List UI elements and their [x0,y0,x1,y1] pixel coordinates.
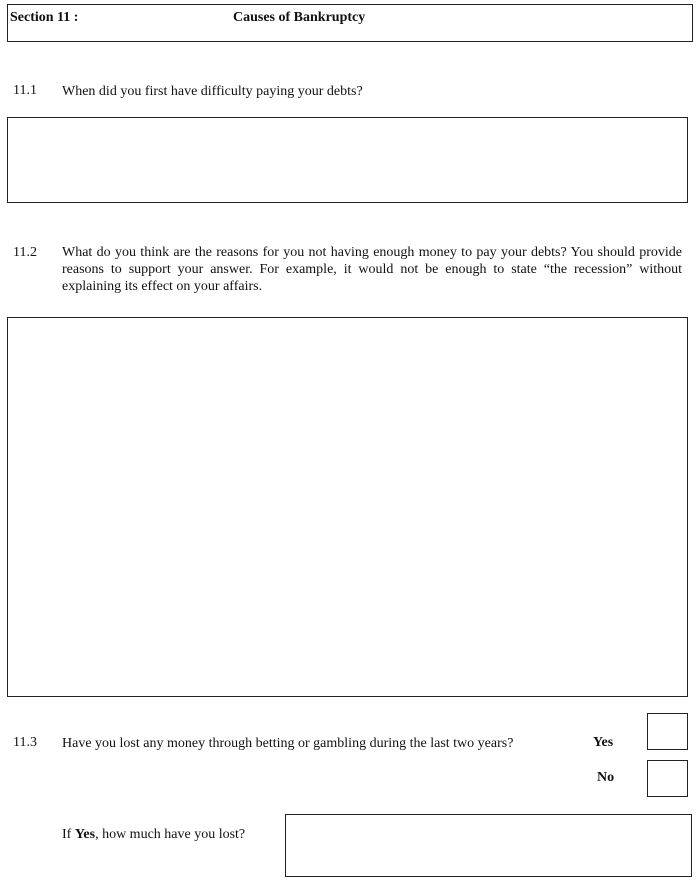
option-no-label: No [597,770,615,785]
answer-box-11-1[interactable] [7,117,688,203]
followup-prefix: If [62,827,75,842]
yes-checkbox[interactable] [647,713,688,750]
followup-suffix: , how much have you lost? [95,827,246,842]
amount-lost-box[interactable] [285,814,692,877]
question-number-11-3: 11.3 [13,735,37,750]
question-text-11-2: What do you think are the reasons for you not having enough money to pay your debts? You should provide reasons to support your answer. For example, it would not be enough to state “the recession” without explaining its effect on your affairs. [62,245,682,294]
section-title: Causes of Bankruptcy [233,10,366,25]
followup-bold: Yes [74,827,96,842]
question-text-11-3: Have you lost any money through betting or gambling during the last two years? [62,736,514,751]
option-yes-label: Yes [593,735,614,750]
section-number: Section 11 : [10,10,79,25]
question-number-11-1: 11.1 [13,83,37,98]
no-checkbox[interactable] [647,760,688,797]
question-number-11-2: 11.2 [13,245,37,260]
answer-box-11-2[interactable] [7,317,688,697]
followup-question [62,826,245,843]
question-text-11-1: When did you first have difficulty paying your debts? [62,84,363,99]
